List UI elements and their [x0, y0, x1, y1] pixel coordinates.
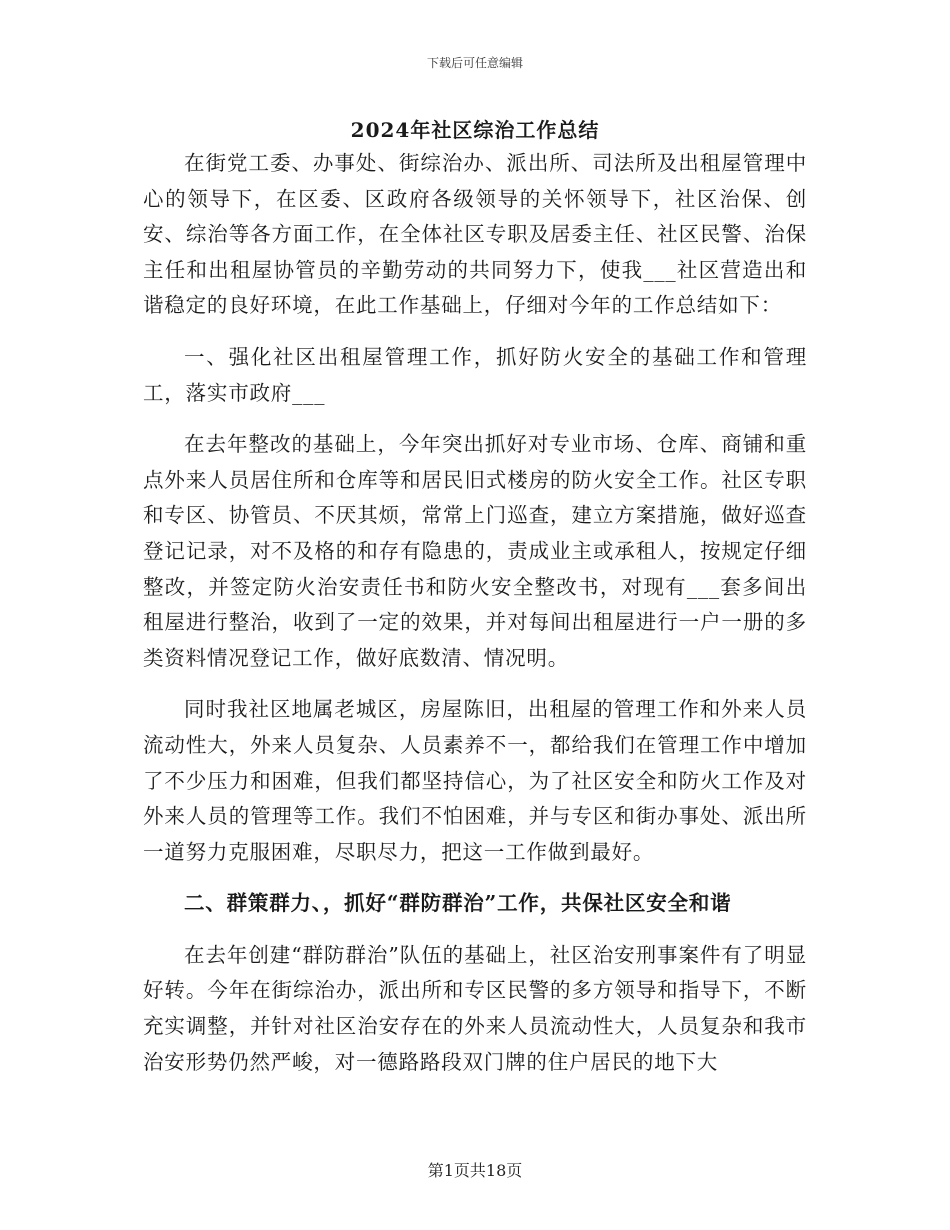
paragraph-section-1-followup: 同时我社区地属老城区，房屋陈旧，出租屋的管理工作和外来人员流动性大，外来人员复杂、人员素养不一，都给我们在管理工作中增加了不少压力和困难，但我们都坚持信心，为了社区安全和防火工作及对外来人员的管理等工作。我们不怕困难，并与专区和街办事处、派出所一道努力克服困难，尽职尽力，把这一工作做到最好。	[143, 697, 807, 864]
paragraph-intro: 在街党工委、办事处、街综治办、派出所、司法所及出租屋管理中心的领导下，在区委、区政府各级领导的关怀领导下，社区治保、创安、综治等各方面工作，在全体社区专职及居委主任、社区民警、治保主任和出租屋协管员的辛勤劳动的共同努力下，使我___社区营造出和谐稳定的良好环境，在此工作基础上，仔细对今年的工作总结如下：	[143, 151, 807, 318]
page-footer: 第1页共18页	[427, 1161, 523, 1180]
header-note: 下载后可任意编辑	[426, 56, 523, 70]
document-title: 2024年社区综治工作总结	[350, 118, 600, 142]
document-body	[143, 146, 807, 1080]
paragraph-section-1-body: 在去年整改的基础上，今年突出抓好对专业市场、仓库、商铺和重点外来人员居住所和仓库等和居民旧式楼房的防火安全工作。社区专职和专区、协管员、不厌其烦，常常上门巡查，建立方案措施，做好巡查登记记录，对不及格的和存有隐患的，责成业主或承租人，按规定仔细整改，并签定防火治安责任书和防火安全整改书，对现有___套多间出租屋进行整治，收到了一定的效果，并对每间出租屋进行一户一册的多类资料情况登记工作，做好底数清、情况明。	[143, 432, 807, 670]
paragraph-section-1-heading: 一、强化社区出租屋管理工作，抓好防火安全的基础工作和管理工，落实市政府___	[143, 344, 807, 405]
paragraph-section-2-body: 在去年创建“群防群治”队伍的基础上，社区治安刑事案件有了明显好转。今年在街综治办，派出所和专区民警的多方领导和指导下，不断充实调整，并针对社区治安存在的外来人员流动性大，人员复杂和我市治安形势仍然严峻，对一德路路段双门牌的住户居民的地下大	[143, 942, 807, 1074]
paragraph-section-2-heading: 二、群策群力、，抓好“群防群治”工作，共保社区安全和谐	[184, 891, 732, 916]
